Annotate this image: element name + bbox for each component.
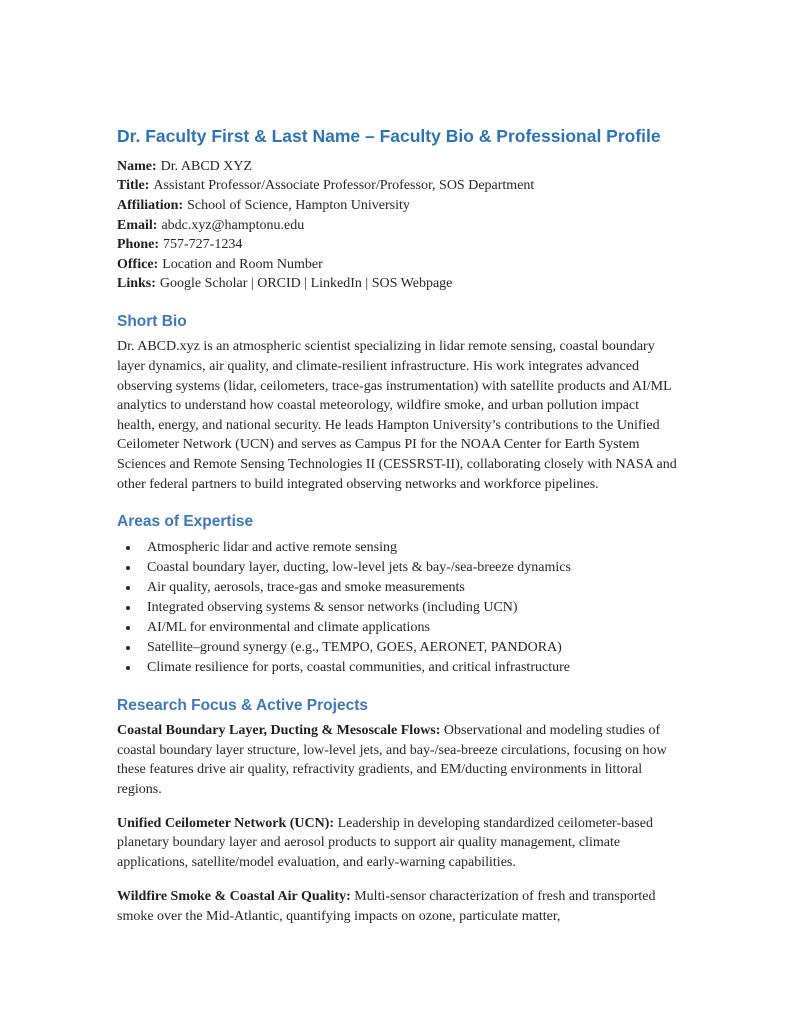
expertise-heading: Areas of Expertise bbox=[117, 513, 254, 531]
research-project bbox=[117, 814, 677, 873]
profile-link[interactable]: Google Scholar bbox=[159, 276, 248, 292]
contact-value: School of Science, Hampton University bbox=[187, 198, 410, 214]
link-separator: | bbox=[361, 276, 372, 292]
project-text: Multi-sensor characterization of fresh and transported smoke over the Mid-Atlantic, quantifying impacts on ozone, particulate matter, bbox=[117, 889, 656, 924]
expertise-item: • Atmospheric lidar and active remote sensing bbox=[140, 538, 677, 558]
research-project bbox=[117, 887, 677, 926]
research-project bbox=[117, 721, 677, 799]
expertise-item: • AI/ML for environmental and climate applications bbox=[140, 618, 677, 638]
link-item bbox=[247, 276, 300, 291]
expertise-item: • Air quality, aerosols, trace-gas and smoke measurements bbox=[140, 578, 677, 598]
expertise-item: • Satellite–ground synergy (e.g., TEMPO, GOES, AERONET, PANDORA) bbox=[140, 638, 677, 658]
link-item bbox=[362, 276, 452, 291]
expertise-item: • Integrated observing systems & sensor networks (including UCN) bbox=[140, 598, 677, 618]
research-heading: Research Focus & Active Projects bbox=[117, 696, 368, 714]
expertise-item: • Coastal boundary layer, ducting, low-level jets & bay-/sea-breeze dynamics bbox=[140, 558, 677, 578]
short-bio-heading: Short Bio bbox=[117, 313, 187, 331]
contact-label: Office: bbox=[117, 256, 159, 272]
links-list bbox=[160, 276, 452, 291]
page-title: Dr. Faculty First & Last Name – Faculty Bio & Professional Profile bbox=[117, 126, 661, 146]
links-label: Links: bbox=[117, 276, 156, 292]
contact-value: Assistant Professor/Associate Professor/Professor, SOS Department bbox=[153, 178, 535, 194]
contact-value: Dr. ABCD XYZ bbox=[160, 158, 253, 174]
contact-label: Name: bbox=[117, 158, 157, 174]
link-separator: | bbox=[247, 276, 258, 292]
link-item bbox=[301, 276, 362, 291]
contact-row bbox=[117, 235, 677, 255]
contact-value: 757-727-1234 bbox=[163, 237, 243, 253]
contact-label: Phone: bbox=[117, 237, 159, 253]
profile-link[interactable]: LinkedIn bbox=[310, 276, 362, 292]
contact-label: Affiliation: bbox=[117, 198, 184, 214]
project-text: Observational and modeling studies of coastal boundary layer structure, low-level jets, and bay-/sea-breeze circulations, focusing on how these features drive air quality, refractivity gradients, and EM/ducting environments in littoral regions. bbox=[117, 722, 667, 797]
contact-row bbox=[117, 255, 677, 275]
project-lead: Wildfire Smoke & Coastal Air Quality: bbox=[117, 889, 351, 905]
contact-row bbox=[117, 196, 677, 216]
expertise-list bbox=[117, 538, 677, 678]
contact-row-links bbox=[117, 274, 677, 294]
contact-value: Location and Room Number bbox=[162, 256, 323, 272]
link-separator: | bbox=[300, 276, 311, 292]
contact-block bbox=[117, 157, 677, 275]
expertise-item: • Climate resilience for ports, coastal communities, and critical infrastructure bbox=[140, 658, 677, 678]
contact-value: abdc.xyz@hamptonu.edu bbox=[161, 217, 305, 233]
short-bio-text: Dr. ABCD.xyz is an atmospheric scientist specializing in lidar remote sensing, coastal boundary layer dynamics, air quality, and climate-resilient infrastructure. His work integrates advanced observing systems (lidar, ceilometers, trace-gas instrumentation) with satellite products and AI/ML analytics to understand how coastal meteorology, wildfire smoke, and urban pollution impact health, energy, and national security. He leads Hampton University’s contributions to the Unified Ceilometer Network (UCN) and serves as Campus PI for the NOAA Center for Earth System Sciences and Remote Sensing Technologies II (CESSRST-II), collaborating closely with NASA and other federal partners to build integrated observing networks and workforce pipelines. bbox=[117, 339, 677, 492]
link-item bbox=[160, 276, 247, 291]
contact-row bbox=[117, 157, 677, 177]
profile-link[interactable]: SOS Webpage bbox=[371, 276, 453, 292]
profile-link[interactable]: ORCID bbox=[257, 276, 301, 292]
contact-row bbox=[117, 216, 677, 236]
contact-label: Email: bbox=[117, 217, 158, 233]
project-text: Leadership in developing standardized ceilometer-based planetary boundary layer and aerosol products to support air quality management, climate applications, satellite/model evaluation, and early-warning capabilities. bbox=[117, 815, 653, 870]
project-lead: Unified Ceilometer Network (UCN): bbox=[117, 815, 335, 831]
project-lead: Coastal Boundary Layer, Ducting & Mesoscale Flows: bbox=[117, 722, 441, 738]
research-projects bbox=[117, 721, 677, 926]
contact-label: Title: bbox=[117, 178, 150, 194]
contact-row bbox=[117, 176, 677, 196]
